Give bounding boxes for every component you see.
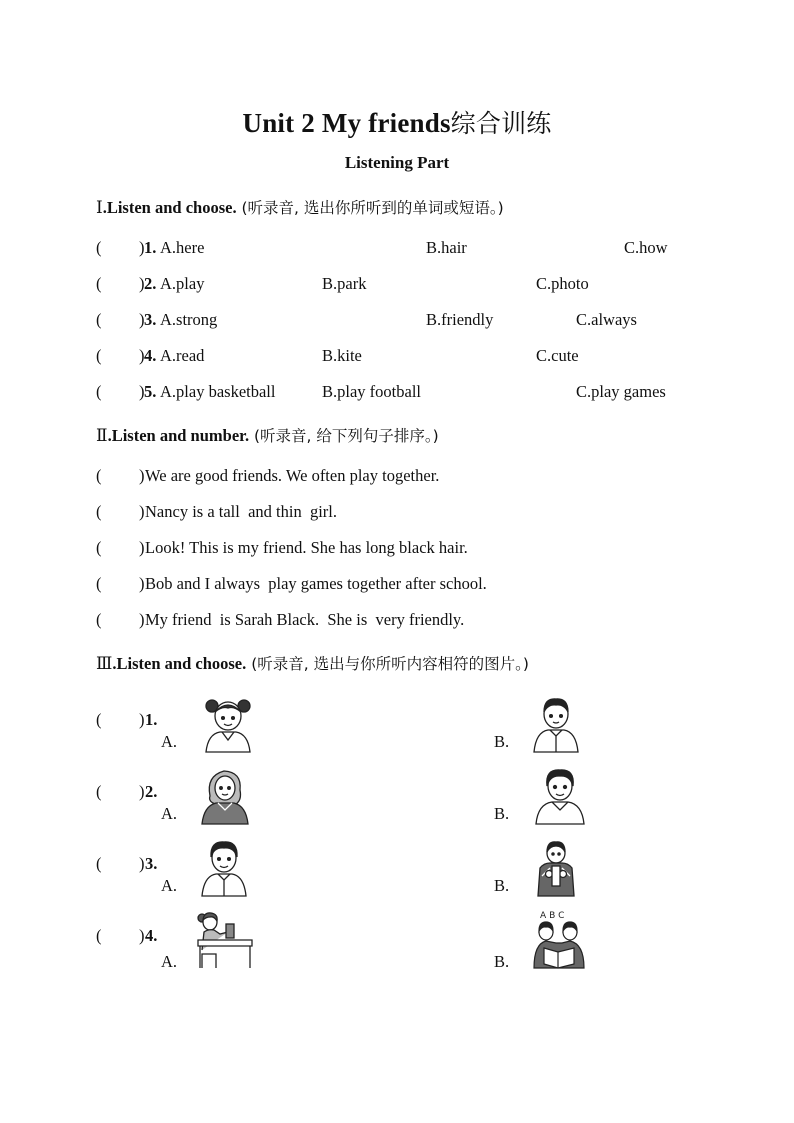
option-b-label: B. <box>494 876 510 895</box>
option-c: C.photo <box>536 274 589 293</box>
answer-paren-close: ) <box>139 610 145 629</box>
title-english: Unit 2 My friends <box>242 108 451 138</box>
answer-paren-open[interactable]: ( <box>96 574 102 593</box>
boy-short-hair-icon[interactable] <box>526 694 586 754</box>
option-a: A.play <box>160 274 205 293</box>
option-a: A.here <box>160 238 205 257</box>
picture-question-row <box>96 766 716 838</box>
option-a-label: A. <box>161 876 178 895</box>
option-b: B.friendly <box>426 310 494 329</box>
answer-paren-close: ) <box>139 926 145 945</box>
answer-paren-open[interactable]: ( <box>96 538 102 557</box>
question-number: 1. <box>145 710 158 729</box>
option-b: B.park <box>322 274 367 293</box>
answer-paren-close: ) <box>139 574 145 593</box>
section-instruction: .Listen and choose. <box>112 654 247 673</box>
sentence-text: We are good friends. We often play together. <box>145 466 440 485</box>
picture-question-row <box>96 838 716 910</box>
question-number: 4. <box>144 346 157 365</box>
answer-paren-open[interactable]: ( <box>96 710 102 729</box>
sentence-text: My friend is Sarah Black. She is very friendly. <box>145 610 465 629</box>
answer-paren-close: ) <box>139 710 145 729</box>
option-a-label: A. <box>161 732 178 751</box>
answer-paren-close: ) <box>139 310 145 329</box>
sentence-text: Nancy is a tall and thin girl. <box>145 502 337 521</box>
answer-paren-close: ) <box>139 466 145 485</box>
option-c: C.always <box>576 310 637 329</box>
abc-letters: ABC <box>540 911 568 921</box>
option-b-label: B. <box>494 952 510 971</box>
boy-waving-icon[interactable] <box>526 838 586 898</box>
answer-paren-open[interactable]: ( <box>96 466 102 485</box>
answer-paren-close: ) <box>139 502 145 521</box>
answer-paren-open[interactable]: ( <box>96 926 102 945</box>
sentence-text: Bob and I always play games together after school. <box>145 574 487 593</box>
option-a-label: A. <box>161 804 178 823</box>
option-b-label: B. <box>494 804 510 823</box>
option-a: A.strong <box>160 310 218 329</box>
question-number: 4. <box>145 926 158 945</box>
option-b: B.hair <box>426 238 467 257</box>
picture-question-row <box>96 694 716 766</box>
page-title <box>0 104 794 140</box>
option-b: B.play football <box>322 382 421 401</box>
answer-paren-close: ) <box>139 274 145 293</box>
question-number: 5. <box>144 382 157 401</box>
option-c: C.play games <box>576 382 666 401</box>
answer-paren-open[interactable]: ( <box>96 274 102 293</box>
answer-paren-close: ) <box>139 854 145 873</box>
answer-paren-open[interactable]: ( <box>96 382 102 401</box>
question-number: 3. <box>144 310 157 329</box>
question-number: 2. <box>145 782 158 801</box>
picture-question-row <box>96 910 716 982</box>
page-subtitle: Listening Part <box>344 153 450 172</box>
title-chinese: 综合训练 <box>450 109 552 138</box>
question-number: 1. <box>144 238 157 257</box>
option-c: C.cute <box>536 346 579 365</box>
section-note: (听录音, 给下列句子排序。) <box>249 427 439 445</box>
answer-paren-open[interactable]: ( <box>96 502 102 521</box>
answer-paren-open[interactable]: ( <box>96 854 102 873</box>
section-3-heading <box>96 652 529 674</box>
answer-paren-close: ) <box>139 346 145 365</box>
question-number: 2. <box>144 274 157 293</box>
option-b-label: B. <box>494 732 510 751</box>
girl-pigtails-icon[interactable] <box>198 694 258 754</box>
answer-paren-close: ) <box>139 782 145 801</box>
option-a: A.read <box>160 346 205 365</box>
option-a: A.play basketball <box>160 382 276 401</box>
option-b: B.kite <box>322 346 362 365</box>
answer-paren-close: ) <box>139 238 145 257</box>
boy-portrait-icon[interactable] <box>194 838 254 898</box>
boy-portrait-icon[interactable] <box>530 766 590 826</box>
answer-paren-open[interactable]: ( <box>96 610 102 629</box>
answer-paren-open[interactable]: ( <box>96 346 102 365</box>
section-2-heading <box>96 424 439 446</box>
option-c: C.how <box>624 238 668 257</box>
answer-paren-open[interactable]: ( <box>96 782 102 801</box>
section-number: Ⅱ <box>96 426 108 446</box>
option-a-label: A. <box>161 952 178 971</box>
sentence-text: Look! This is my friend. She has long black hair. <box>145 538 468 557</box>
section-instruction: .Listen and choose. <box>102 198 237 217</box>
section-note: (听录音, 选出与你所听内容相符的图片。) <box>246 655 529 673</box>
answer-paren-close: ) <box>139 382 145 401</box>
section-1-heading <box>96 196 504 218</box>
girl-reading-at-desk-icon[interactable] <box>194 910 256 970</box>
answer-paren-open[interactable]: ( <box>96 238 102 257</box>
section-note: (听录音, 选出你所听到的单词或短语。) <box>236 199 504 217</box>
children-reading-abc-icon[interactable] <box>526 910 592 970</box>
question-number: 3. <box>145 854 158 873</box>
girl-curly-hair-icon[interactable] <box>196 766 256 826</box>
section-number: Ⅰ <box>96 198 103 218</box>
section-instruction: .Listen and number. <box>107 426 250 445</box>
answer-paren-open[interactable]: ( <box>96 310 102 329</box>
answer-paren-close: ) <box>139 538 145 557</box>
section-number: Ⅲ <box>96 654 113 674</box>
